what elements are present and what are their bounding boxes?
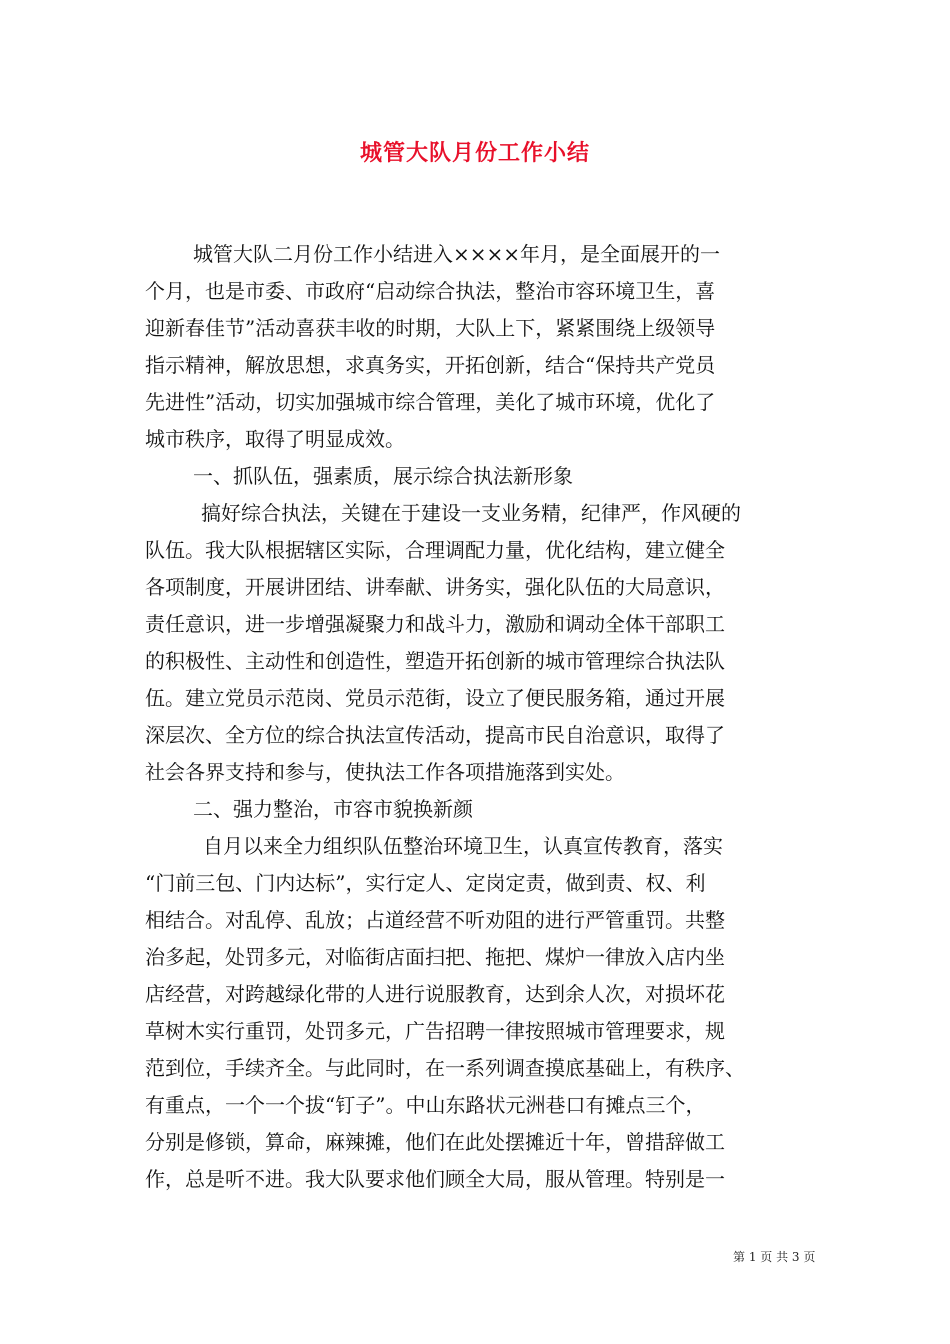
document-title: 城管大队月份工作小结 (359, 140, 590, 166)
body-line: 各项制度，开展讲团结、讲奉献、讲务实，强化队伍的大局意识， (145, 575, 725, 599)
body-line: 搞好综合执法，关键在于建设一支业务精，纪律严，作风硬的 (201, 501, 741, 525)
body-line: 城市秩序，取得了明显成效。 (145, 427, 405, 451)
body-line: 治多起，处罚多元，对临街店面扫把、拖把、煤炉一律放入店内坐 (145, 945, 725, 969)
body-line: 责任意识，进一步增强凝聚力和战斗力，激励和调动全体干部职工 (145, 612, 725, 636)
page-number-footer: 第 1 页 共 3 页 (733, 1250, 816, 1264)
body-line: 分别是修锁，算命，麻辣摊，他们在此处摆摊近十年，曾措辞做工 (145, 1130, 725, 1154)
body-line: 深层次、全方位的综合执法宣传活动，提高市民自治意识，取得了 (145, 723, 725, 747)
body-line: 自月以来全力组织队伍整治环境卫生，认真宣传教育，落实 (203, 834, 723, 858)
section-heading: 二、强力整治，市容市貌换新颜 (193, 797, 473, 821)
body-line: 作，总是听不进。我大队要求他们顾全大局，服从管理。特别是一 (145, 1167, 725, 1191)
body-line: 城管大队二月份工作小结进入××××年月，是全面展开的一 (193, 242, 721, 266)
body-line: 有重点，一个一个拔“钉子”。中山东路状元洲巷口有摊点三个， (145, 1093, 706, 1117)
body-line: 草树木实行重罚，处罚多元，广告招聘一律按照城市管理要求，规 (145, 1019, 725, 1043)
body-line: 的积极性、主动性和创造性，塑造开拓创新的城市管理综合执法队 (145, 649, 725, 673)
body-line: 队伍。我大队根据辖区实际，合理调配力量，优化结构，建立健全 (145, 538, 725, 562)
body-line: 指示精神，解放思想，求真务实，开拓创新，结合“保持共产党员 (145, 353, 716, 377)
body-line: 伍。建立党员示范岗、党员示范街，设立了便民服务箱，通过开展 (145, 686, 725, 710)
body-line: “门前三包、门内达标”，实行定人、定岗定责，做到责、权、利 (145, 871, 706, 895)
body-line: 个月，也是市委、市政府“启动综合执法，整治市容环境卫生，喜 (145, 279, 716, 303)
section-heading: 一、抓队伍，强素质，展示综合执法新形象 (193, 464, 573, 488)
body-line: 迎新春佳节”活动喜获丰收的时期，大队上下，紧紧围绕上级领导 (145, 316, 716, 340)
body-line: 先进性”活动，切实加强城市综合管理，美化了城市环境，优化了 (145, 390, 716, 414)
body-line: 范到位，手续齐全。与此同时，在一系列调查摸底基础上，有秩序、 (145, 1056, 745, 1080)
body-line: 店经营，对跨越绿化带的人进行说服教育，达到余人次，对损坏花 (145, 982, 725, 1006)
body-line: 社会各界支持和参与，使执法工作各项措施落到实处。 (145, 760, 625, 784)
body-line: 相结合。对乱停、乱放；占道经营不听劝阻的进行严管重罚。共整 (145, 908, 725, 932)
